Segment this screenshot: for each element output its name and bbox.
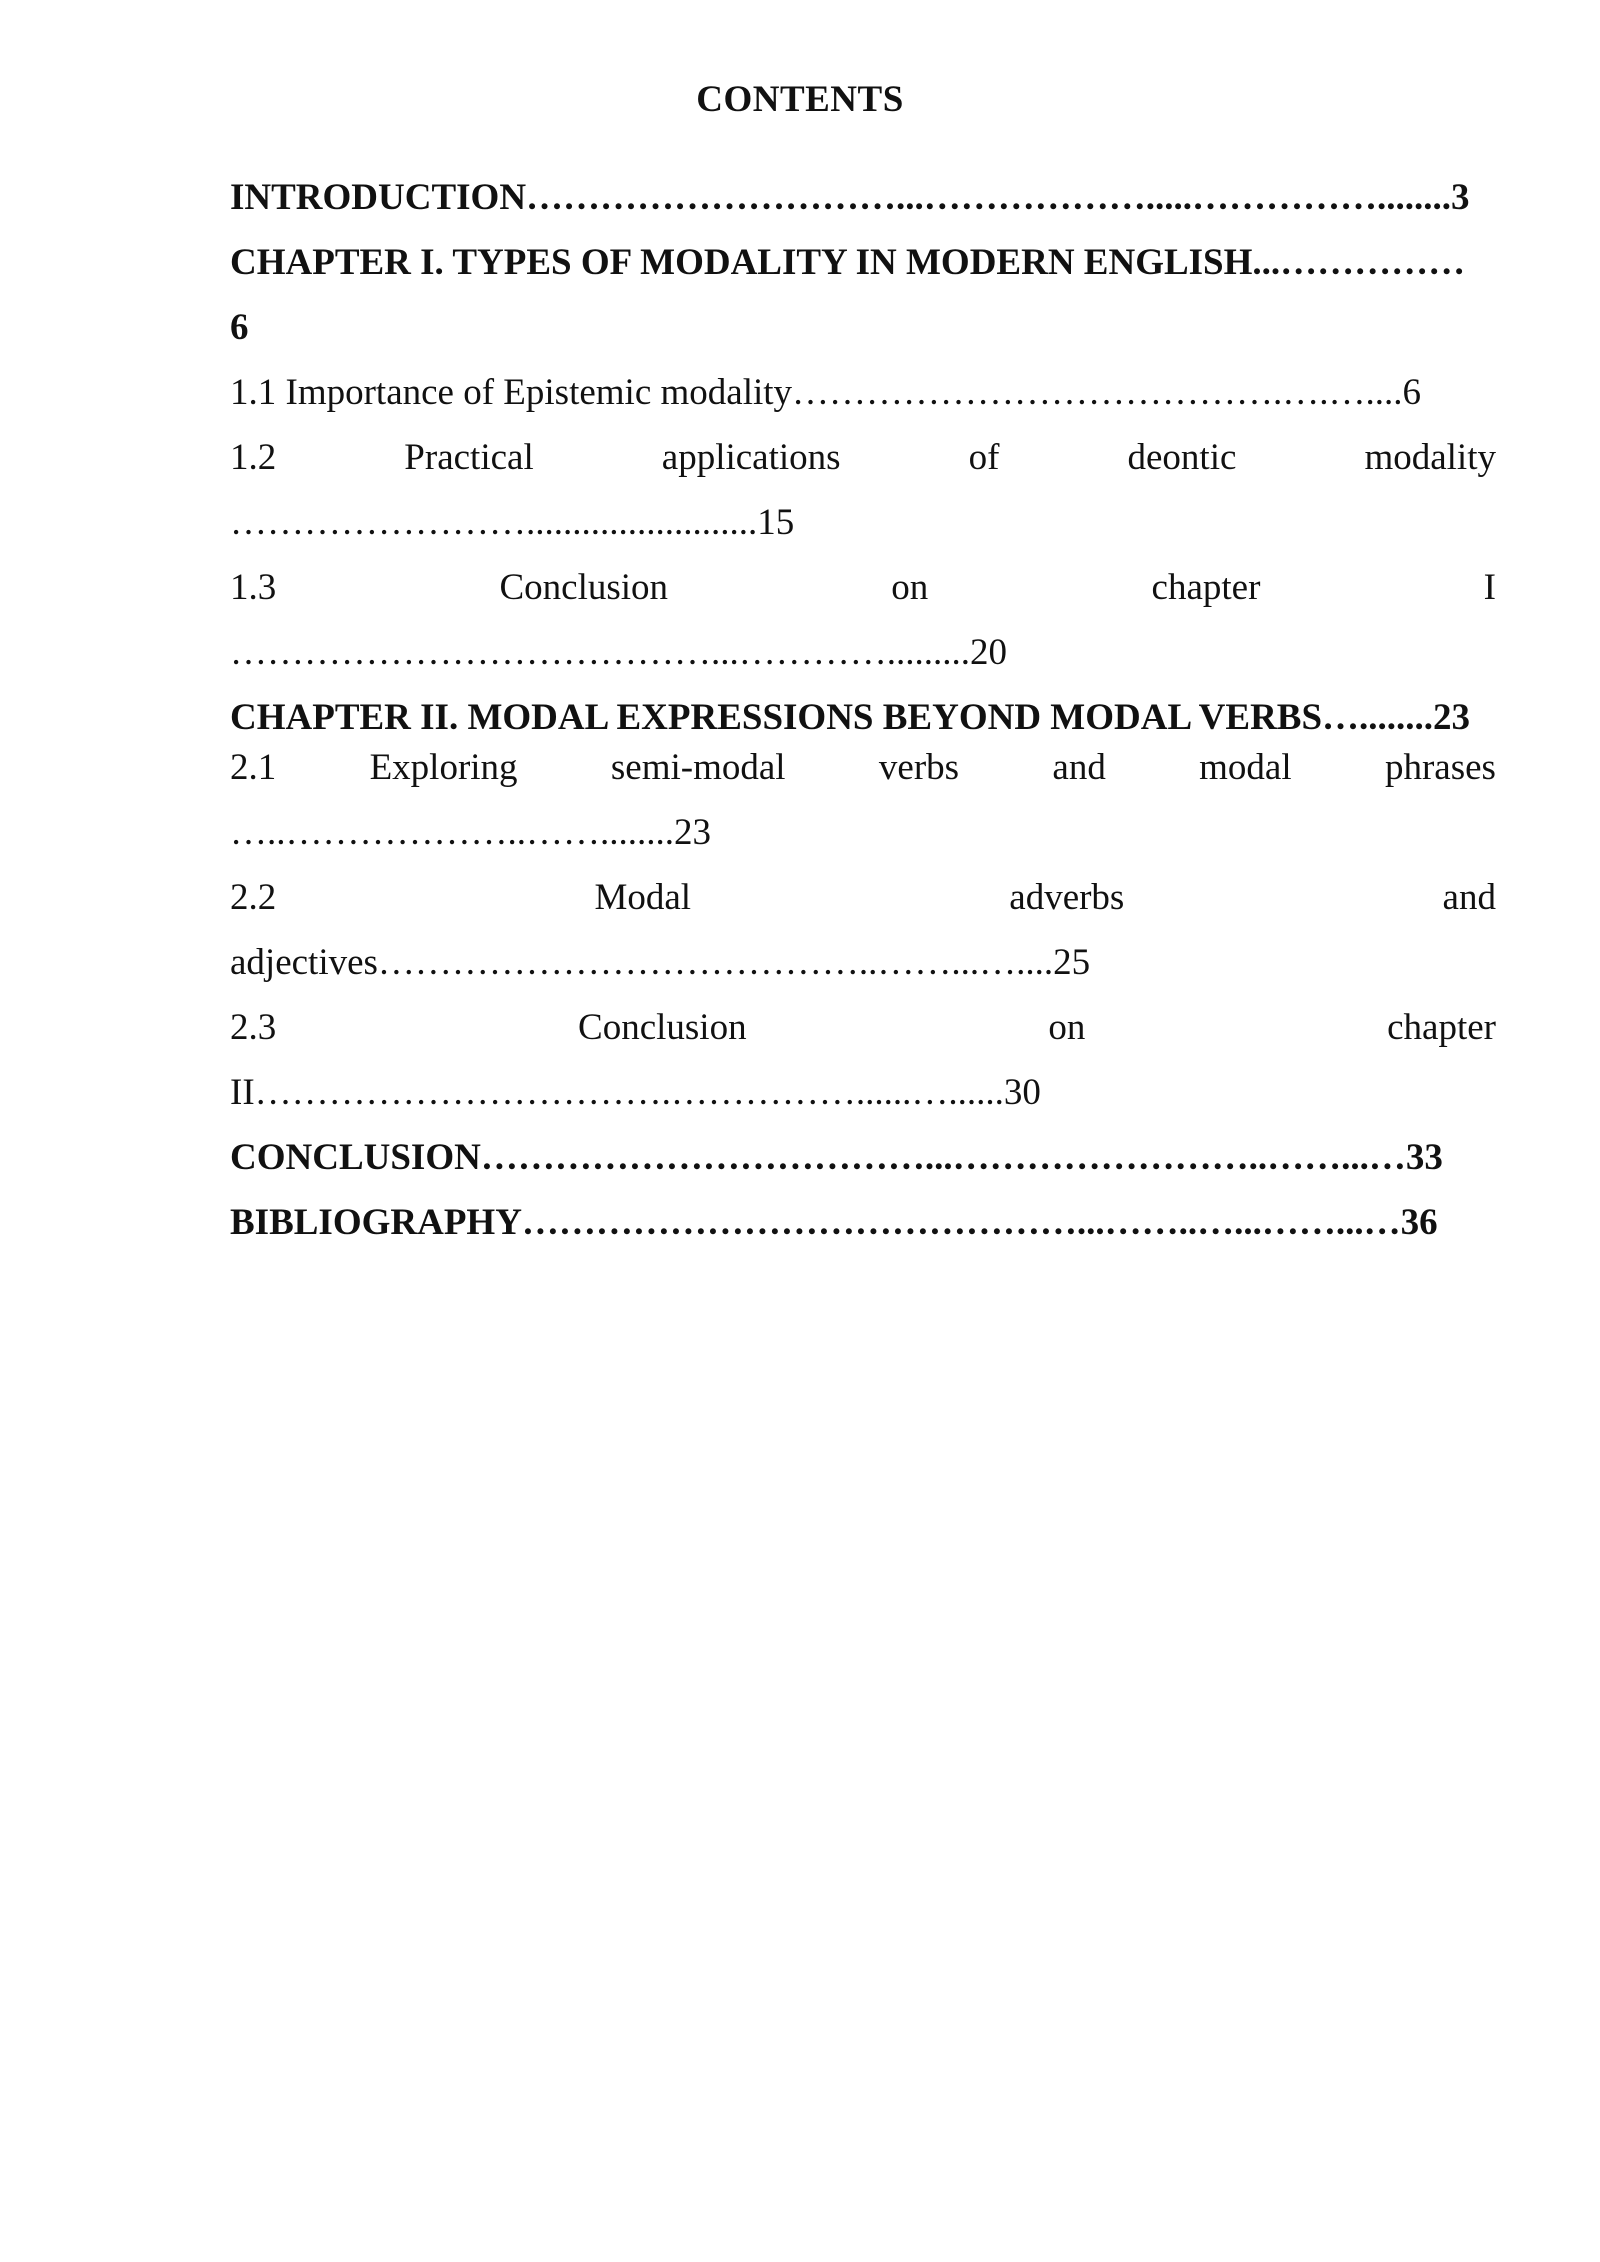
toc-entry-1-2 (230, 434, 1496, 482)
toc-entry-1-2-page: …………………….........................15 (230, 502, 795, 543)
toc-word: on (1048, 1007, 1086, 1048)
toc-word: adverbs (1009, 877, 1125, 918)
toc-word: phrases (1384, 747, 1496, 788)
toc-word: semi-modal (610, 747, 786, 788)
toc-word: Exploring (369, 747, 518, 788)
toc-word: chapter (1151, 567, 1261, 608)
toc-entry-2-2-page: adjectives…………………………………..……...…....25 (230, 942, 1091, 983)
page-title: CONTENTS (696, 79, 904, 120)
toc-word: modality (1364, 437, 1496, 478)
toc-word: and (1052, 747, 1106, 788)
toc-word: and (1442, 877, 1496, 918)
toc-entry-2-2 (230, 874, 1496, 922)
toc-word: 1.2 (230, 437, 277, 478)
toc-word: Practical (404, 437, 534, 478)
toc-word: Conclusion (578, 1007, 747, 1048)
toc-word: 2.2 (230, 877, 277, 918)
toc-word: 1.3 (230, 567, 277, 608)
toc-entry-bibliography: BIBLIOGRAPHY………………………………………...……..…...……...…36 (230, 1202, 1438, 1243)
toc-entry-introduction: INTRODUCTION…………………………...……………….....……………........3 (230, 177, 1470, 218)
toc-word: applications (661, 437, 841, 478)
toc-word: on (891, 567, 929, 608)
toc-word: 2.3 (230, 1007, 277, 1048)
toc-word: 2.1 (230, 747, 277, 788)
toc-word: verbs (878, 747, 960, 788)
toc-entry-chapter-1: CHAPTER I. TYPES OF MODALITY IN MODERN ENGLISH...…………… (230, 242, 1466, 283)
toc-entry-1-1: 1.1 Importance of Epistemic modality………………………………….….…....6 (230, 372, 1422, 413)
toc-word: Modal (594, 877, 692, 918)
toc-entry-1-3 (230, 564, 1496, 612)
toc-entry-2-3 (230, 1004, 1496, 1052)
toc-entry-chapter-1-page: 6 (230, 307, 249, 348)
toc-word: Conclusion (499, 567, 669, 608)
toc-entry-chapter-2: CHAPTER II. MODAL EXPRESSIONS BEYOND MODAL VERBS…........23 (230, 697, 1471, 738)
toc-word: chapter (1387, 1007, 1496, 1048)
toc-word: deontic (1127, 437, 1237, 478)
toc-entry-2-3-page: II…………………………….……………......…......30 (230, 1072, 1041, 1113)
toc-word: I (1483, 567, 1496, 608)
toc-word: modal (1199, 747, 1292, 788)
toc-entry-conclusion: CONCLUSION………………………………...……………………..……...…33 (230, 1137, 1443, 1178)
toc-entry-1-3-page: …………………………………...………….........20 (230, 632, 1007, 673)
toc-entry-2-1-page: …..………………..……........23 (230, 812, 711, 853)
toc-entry-2-1 (230, 744, 1496, 792)
toc-word: of (968, 437, 1000, 478)
